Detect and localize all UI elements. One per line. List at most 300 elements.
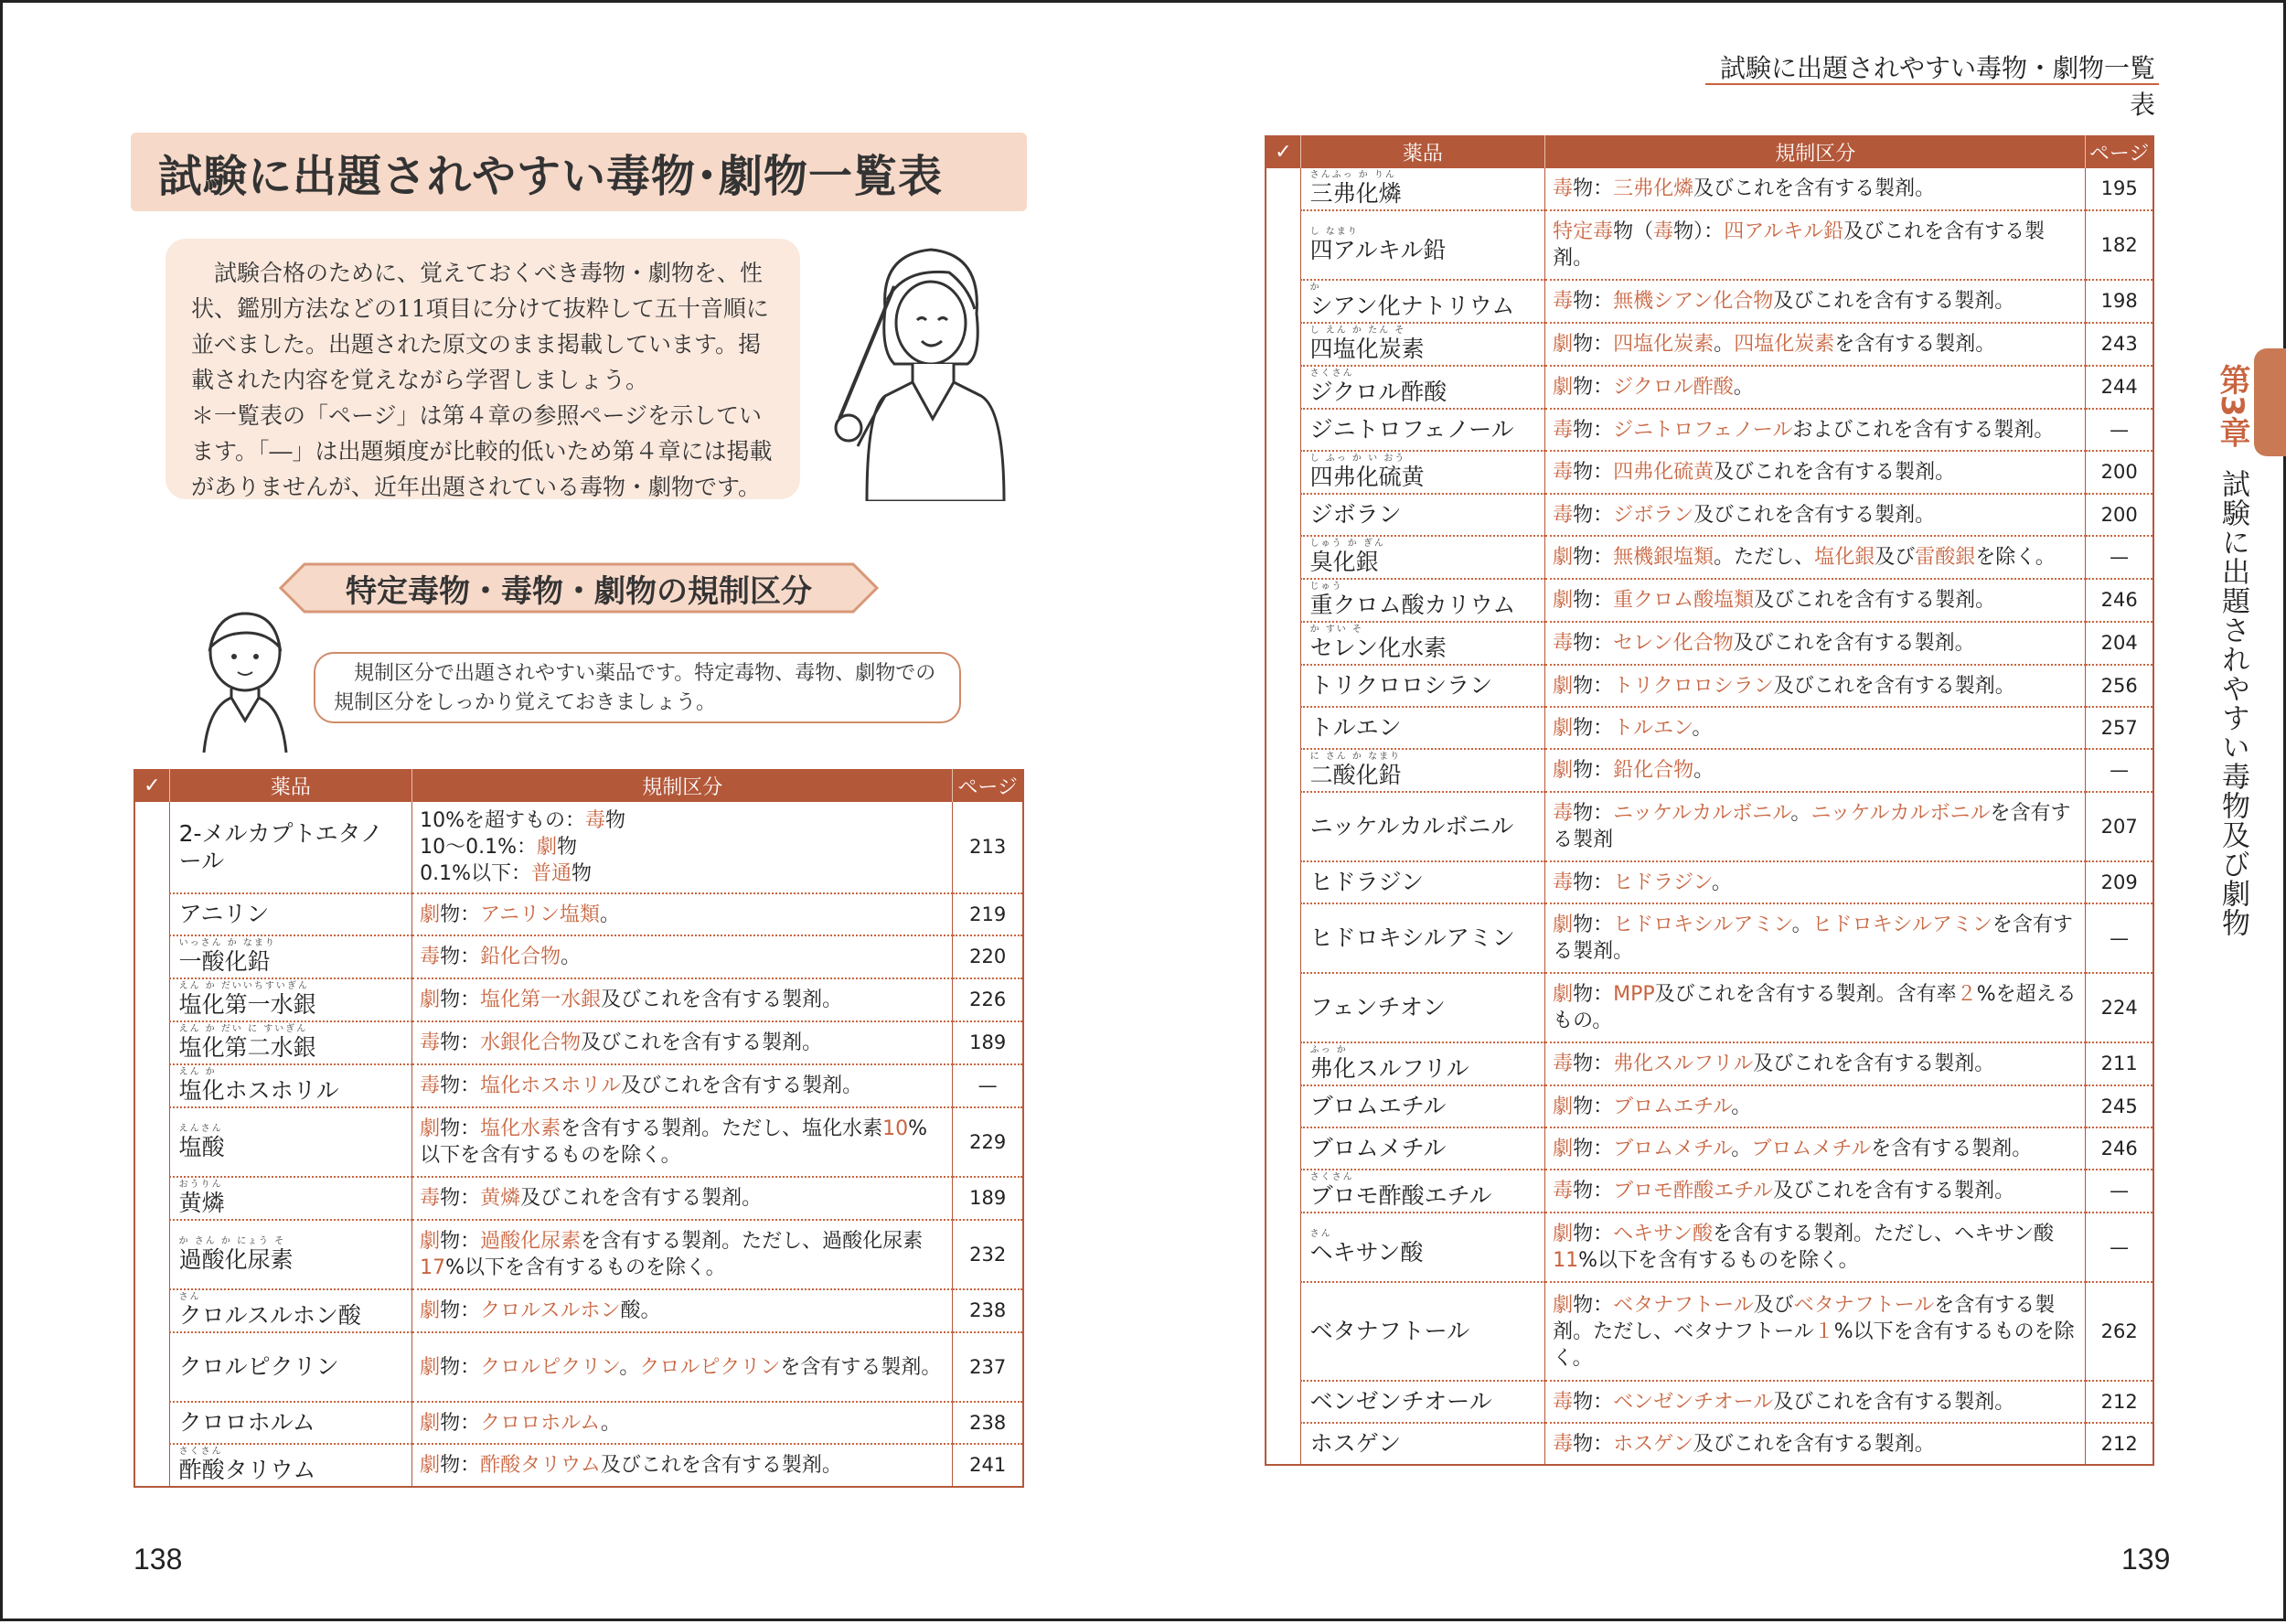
table-row (1266, 749, 2153, 792)
drug-name: セレン化水素 (1309, 635, 1447, 661)
highlight-text: 劇 (1553, 333, 1574, 356)
highlight-text: ニッケルカルボニル (1613, 802, 1791, 825)
ruby-reading: しゅう か ぎん (1309, 539, 1385, 549)
check-cell[interactable] (134, 1332, 169, 1402)
page-reference: 243 (2086, 323, 2153, 366)
regulation-text: 及びこれを含有する製剤。含有率 (1654, 983, 1957, 1006)
highlight-text: 劇 (1553, 914, 1574, 936)
table-row (134, 935, 1023, 978)
highlight-text: 劇 (420, 1454, 441, 1477)
regulation-text: 。 (1711, 871, 1732, 894)
highlight-text: 劇 (1553, 1137, 1574, 1160)
check-cell[interactable] (1266, 210, 1300, 280)
table-row (1266, 409, 2153, 451)
drug-name: 酢酸タリウム (178, 1457, 316, 1483)
regulation-text: 及びこれを含有する製剤。 (621, 1074, 863, 1097)
check-cell[interactable] (1266, 536, 1300, 579)
drug-name: 一酸化鉛 (178, 948, 271, 975)
drug-name: ヘキサン酸 (1309, 1238, 1424, 1266)
check-cell[interactable] (1266, 323, 1300, 366)
check-cell[interactable] (134, 1107, 169, 1177)
regulation-text: 物： (1573, 802, 1614, 825)
table-body-left (134, 802, 1023, 1487)
highlight-text: 無機銀塩類 (1613, 546, 1714, 569)
table-row (1266, 1042, 2153, 1085)
drug-name: 塩化第二水銀 (178, 1034, 316, 1061)
regulation-text: 物： (440, 1411, 481, 1435)
table-header-row (1266, 135, 2153, 168)
drug-name-cell (1300, 622, 1545, 665)
regulation-cell (412, 1220, 953, 1289)
table-row (134, 1021, 1023, 1064)
ruby-reading: に さん か なまり (1309, 752, 1402, 762)
regulation-text: 。 (1692, 716, 1713, 740)
highlight-text: アニリン塩類 (480, 903, 601, 926)
highlight-text: 毒 (1553, 290, 1574, 313)
drug-name: ベタナフトール (1309, 1318, 1470, 1344)
regulation-cell (1545, 1213, 2086, 1282)
page-reference: 204 (2086, 622, 2153, 665)
regulation-text: 物： (1573, 1293, 1614, 1317)
regulation-text: を含有する製剤。ただし、ベタナフトール (1553, 1293, 2056, 1343)
highlight-text: 特定毒 (1553, 220, 1614, 243)
drug-name-cell (169, 1021, 412, 1064)
regulation-text: 。 (561, 946, 582, 968)
regulation-text: 及びこれを含有する製剤。 (1773, 674, 2015, 698)
check-cell[interactable] (134, 1289, 169, 1332)
page-reference: 189 (953, 1021, 1023, 1064)
check-cell[interactable] (1266, 622, 1300, 665)
highlight-text: 劇 (1553, 589, 1574, 612)
highlight-text: 劇 (420, 903, 441, 926)
regulation-table-right (1265, 135, 2154, 1466)
regulation-cell (412, 802, 953, 893)
page-reference: 212 (2086, 1423, 2153, 1465)
highlight-text: ニッケルカルボニル (1811, 802, 1991, 825)
check-cell[interactable] (1266, 1282, 1300, 1381)
table-row (134, 1220, 1023, 1289)
intro-paragraph-2: ＊一覧表の「ページ」は第４章の参照ページを示しています。「―」は出題頻度が比較的低いため第４章には掲載がありませんが、近年出題されている毒物・劇物です。 (191, 402, 773, 500)
page-reference: 213 (953, 802, 1023, 893)
regulation-cell (412, 1332, 953, 1402)
regulation-text: 物： (1573, 418, 1614, 442)
highlight-text: 毒 (1553, 632, 1574, 655)
page-column-header: ページ (953, 769, 1023, 802)
regulation-cell (1545, 792, 2086, 861)
regulation-cell (412, 893, 953, 935)
regulation-text: 及びこれを含有する製剤。 (1714, 461, 1956, 484)
teacher-illustration (830, 236, 1027, 501)
check-cell[interactable] (1266, 1127, 1300, 1170)
section-title (277, 561, 881, 615)
table-row (1266, 579, 2153, 622)
highlight-text: 四塩化炭素 (1734, 333, 1835, 356)
regulation-text: を含有する製剤。 (1834, 333, 1996, 356)
regulation-text: 及びこれを含有する製剤。 (1733, 632, 1975, 655)
section-title-text: 特定毒物・毒物・劇物の規制区分 (346, 572, 812, 610)
regulation-text: 物： (440, 1117, 481, 1140)
drug-name-cell (169, 935, 412, 978)
regulation-text: 及びこれを含有する製剤。 (601, 988, 843, 1011)
check-cell[interactable] (1266, 973, 1300, 1042)
highlight-text: ヒドロキシルアミン (1613, 914, 1792, 936)
drug-name: クロロホルム (178, 1409, 315, 1436)
regulation-text: 及びこれを含有する製剤。 (1754, 589, 1996, 612)
regulation-cell (1545, 451, 2086, 494)
check-cell[interactable] (1266, 1213, 1300, 1282)
page-reference: 195 (2086, 168, 2153, 210)
check-cell[interactable] (134, 1021, 169, 1064)
table-row (134, 1402, 1023, 1444)
drug-name-cell (1300, 903, 1545, 973)
student-illustration (190, 606, 314, 753)
highlight-text: 11 (1553, 1249, 1579, 1272)
regulation-text: 及びこれを含有する製剤。 (1773, 290, 2015, 313)
check-cell[interactable] (1266, 1085, 1300, 1127)
page-reference: — (953, 1064, 1023, 1107)
highlight-text: 毒 (420, 1187, 441, 1210)
regulation-text: 物： (1573, 503, 1614, 527)
regulation-text: 10〜0.1%： (420, 836, 537, 859)
check-cell[interactable] (1266, 451, 1300, 494)
regulation-text: 物： (440, 1355, 481, 1379)
check-column-header: ✓ (1266, 135, 1300, 168)
check-cell[interactable] (1266, 494, 1300, 536)
drug-name-cell (1300, 1213, 1545, 1282)
regulation-text: を含有する製剤。 (1871, 1137, 2033, 1160)
regulation-text: 。 (1731, 1137, 1752, 1160)
regulation-text: 物： (1573, 1432, 1614, 1456)
regulation-text: 物： (1573, 632, 1614, 655)
check-cell[interactable] (134, 1064, 169, 1107)
regulation-text: 物： (1573, 333, 1614, 356)
highlight-text: 三弗化燐 (1613, 177, 1694, 200)
name-column-header: 薬品 (169, 769, 412, 802)
check-cell[interactable] (1266, 665, 1300, 707)
ruby-reading: えん か だいいちすいぎん (178, 981, 309, 991)
table-row (134, 1444, 1023, 1487)
highlight-text: 劇 (420, 1411, 441, 1435)
page-reference: 262 (2086, 1282, 2153, 1381)
regulation-cell (1545, 280, 2086, 323)
drug-name: トルエン (1309, 714, 1402, 741)
drug-name: ヒドラジン (1309, 869, 1424, 895)
drug-name: 黄燐 (178, 1190, 225, 1216)
regulation-text: 物 (557, 836, 578, 859)
table-row (1266, 1127, 2153, 1170)
drug-name: 塩化ホスホリル (178, 1077, 339, 1104)
regulation-text: 及びこれを含有する製剤。 (1693, 503, 1936, 527)
highlight-text: 毒 (1553, 1052, 1574, 1075)
highlight-text: 鉛化合物 (480, 946, 561, 968)
drug-name-cell (169, 1444, 412, 1487)
highlight-text: 毒 (420, 946, 441, 968)
table-row (1266, 168, 2153, 210)
drug-name: ベンゼンチオール (1309, 1388, 1492, 1415)
highlight-text: 普通 (531, 862, 572, 885)
table-row (1266, 323, 2153, 366)
page-reference: 237 (953, 1332, 1023, 1402)
highlight-text: ２ (1956, 983, 1977, 1006)
check-cell[interactable] (1266, 861, 1300, 903)
drug-name-cell (1300, 707, 1545, 749)
regulation-cell (1545, 168, 2086, 210)
regulation-cell (412, 1107, 953, 1177)
check-cell[interactable] (1266, 1423, 1300, 1465)
highlight-text: 雷酸銀 (1915, 546, 1976, 569)
highlight-text: ホスゲン (1613, 1432, 1693, 1456)
check-cell[interactable] (134, 978, 169, 1021)
regulation-text: 。 (1693, 759, 1714, 782)
regulation-text: 物： (440, 1031, 481, 1054)
check-cell[interactable] (1266, 707, 1300, 749)
regulation-text: 物： (1573, 589, 1614, 612)
highlight-text: 劇 (1553, 983, 1574, 1006)
page-reference: 219 (953, 893, 1023, 935)
regulation-text: 及びこれを含有する製剤。 (520, 1187, 763, 1210)
drug-name: ブロムメチル (1309, 1135, 1447, 1161)
highlight-text: クロロホルム (480, 1411, 601, 1435)
highlight-text: 毒 (1553, 503, 1574, 527)
intro-paragraph-1: 試験合格のために、覚えておくべき毒物・劇物を、性状、鑑別方法などの11項目に分けて抜粋して五十音順に並べました。出題された原文のまま掲載しています。掲載された内容を覚えながら学習しましょう。 (191, 260, 769, 393)
highlight-text: ベタナフトール (1793, 1293, 1935, 1317)
highlight-text: 毒 (585, 809, 606, 832)
table-row (1266, 366, 2153, 409)
ruby-reading: えん か だい に すいぎん (178, 1024, 308, 1034)
highlight-text: 劇 (420, 1355, 441, 1379)
table-row (134, 1289, 1023, 1332)
table-row (1266, 536, 2153, 579)
drug-name-cell (1300, 1127, 1545, 1170)
highlight-text: 10 (882, 1117, 909, 1140)
table-row (1266, 1170, 2153, 1213)
highlight-text: 水銀化合物 (480, 1031, 582, 1054)
drug-name-cell (1300, 665, 1545, 707)
regulation-text: 物： (1573, 1137, 1614, 1160)
highlight-text: 劇 (537, 836, 558, 859)
regulation-text: 10%を超すもの： (420, 809, 586, 832)
regulation-text: 物： (1573, 759, 1614, 782)
check-cell[interactable] (134, 1444, 169, 1487)
drug-name-cell (169, 978, 412, 1021)
table-row (1266, 1423, 2153, 1465)
regulation-cell (1545, 366, 2086, 409)
drug-name-cell (1300, 366, 1545, 409)
highlight-text: 毒 (1553, 1390, 1574, 1414)
drug-name: ブロモ酢酸エチル (1309, 1182, 1492, 1209)
regulation-cell (1545, 973, 2086, 1042)
check-cell[interactable] (134, 935, 169, 978)
regulation-cell (412, 1064, 953, 1107)
check-cell[interactable] (1266, 579, 1300, 622)
check-cell[interactable] (1266, 1042, 1300, 1085)
highlight-text: ジニトロフェノール (1613, 418, 1793, 442)
page-reference: 198 (2086, 280, 2153, 323)
drug-name-cell (1300, 973, 1545, 1042)
drug-name: ニッケルカルボニル (1309, 813, 1514, 839)
highlight-text: 四塩化炭素 (1613, 333, 1714, 356)
highlight-text: トルエン (1613, 716, 1693, 740)
drug-name: 四弗化硫黄 (1309, 464, 1425, 490)
ruby-reading: おうりん (178, 1180, 223, 1190)
regulation-cell (1545, 579, 2086, 622)
regulation-text: を除く。 (1975, 546, 2056, 569)
regulation-cell (1545, 1381, 2086, 1423)
regulation-text: 物： (1573, 871, 1614, 894)
page-reference: — (2086, 1213, 2153, 1282)
regulation-table-left (134, 769, 1024, 1488)
check-cell[interactable] (134, 1220, 169, 1289)
highlight-text: 劇 (420, 1117, 441, 1140)
ruby-reading: えんさん (178, 1123, 223, 1134)
regulation-text: 物： (440, 1187, 481, 1210)
speech-bubble (314, 652, 961, 723)
drug-name: ジニトロフェノール (1309, 416, 1514, 443)
check-cell[interactable] (134, 802, 169, 893)
regulation-text: 物： (440, 988, 481, 1011)
regulation-text: 物： (1573, 1390, 1614, 1414)
drug-name-cell (1300, 323, 1545, 366)
regulation-cell (1545, 536, 2086, 579)
ruby-reading: さんふっ か りん (1309, 170, 1396, 180)
regulation-cell (1545, 210, 2086, 280)
drug-name-cell (1300, 579, 1545, 622)
regulation-text: 及びこれを含有する製剤。 (1773, 1390, 2015, 1414)
regulation-text: 物： (1573, 914, 1614, 936)
highlight-text: 毒 (420, 1031, 441, 1054)
regulation-text: 物： (1573, 674, 1614, 698)
check-cell[interactable] (1266, 168, 1300, 210)
running-header: 試験に出題されやすい毒物・劇物一覧表 (1705, 48, 2159, 85)
highlight-text: 塩化水素 (480, 1117, 561, 1140)
check-cell[interactable] (1266, 366, 1300, 409)
check-cell[interactable] (1266, 280, 1300, 323)
regulation-text: を含有する製剤。 (1553, 914, 2073, 963)
chapter-tab (2254, 348, 2286, 456)
page-reference: 245 (2086, 1085, 2153, 1127)
drug-name-cell (169, 1107, 412, 1177)
page-title: 試験に出題されやすい毒物･劇物一覧表 (131, 133, 1027, 211)
check-cell[interactable] (1266, 749, 1300, 792)
check-cell[interactable] (1266, 903, 1300, 973)
regulation-cell (1545, 409, 2086, 451)
drug-name-cell (1300, 280, 1545, 323)
table-row (1266, 494, 2153, 536)
page-reference: 207 (2086, 792, 2153, 861)
page-reference: 256 (2086, 665, 2153, 707)
drug-name: 四アルキル鉛 (1309, 236, 1447, 263)
ruby-reading: か すい そ (1309, 625, 1363, 635)
check-cell[interactable] (134, 1402, 169, 1444)
regulation-text: 。 (1731, 1095, 1752, 1118)
regulation-text: 物： (440, 1230, 481, 1253)
highlight-text: 塩化第一水銀 (480, 988, 602, 1011)
regulation-text: 物： (1573, 716, 1614, 740)
highlight-text: クロルピクリン (480, 1355, 620, 1379)
table-row (134, 1107, 1023, 1177)
regulation-text: 物： (1573, 1052, 1614, 1075)
highlight-text: 鉛化合物 (1613, 759, 1694, 782)
highlight-text: MPP (1613, 983, 1655, 1006)
regulation-cell (1545, 494, 2086, 536)
highlight-text: 劇 (420, 988, 441, 1011)
highlight-text: 弗化スルフリル (1613, 1052, 1754, 1075)
check-cell[interactable] (134, 1177, 169, 1220)
page-number-right: 139 (2121, 1543, 2171, 1576)
category-column-header: 規制区分 (1545, 135, 2086, 168)
regulation-cell (412, 1021, 953, 1064)
drug-name-cell (1300, 168, 1545, 210)
highlight-text: 劇 (420, 1299, 441, 1322)
regulation-text: 物： (440, 903, 481, 926)
highlight-text: ブロムメチル (1613, 1137, 1732, 1160)
highlight-text: セレン化合物 (1613, 632, 1734, 655)
drug-name-cell (1300, 494, 1545, 536)
regulation-cell (1545, 1282, 2086, 1381)
regulation-text: 。 (1714, 333, 1735, 356)
table-row (1266, 792, 2153, 861)
highlight-text: ベタナフトール (1613, 1293, 1754, 1317)
drug-name-cell (1300, 749, 1545, 792)
drug-name-cell (1300, 1042, 1545, 1085)
regulation-text: 物 (605, 809, 626, 832)
page-reference: 209 (2086, 861, 2153, 903)
check-cell[interactable] (1266, 409, 1300, 451)
regulation-cell (1545, 749, 2086, 792)
drug-name-cell (169, 1289, 412, 1332)
regulation-cell (1545, 707, 2086, 749)
page-reference: 224 (2086, 973, 2153, 1042)
drug-name: 過酸化尿素 (178, 1245, 294, 1273)
regulation-text: を含有する製剤。 (780, 1355, 942, 1379)
drug-name-cell (169, 802, 412, 893)
regulation-cell (1545, 1127, 2086, 1170)
regulation-text: 物： (1573, 546, 1614, 569)
page-reference: — (2086, 749, 2153, 792)
regulation-cell (412, 1402, 953, 1444)
ruby-reading: いっさん か なまり (178, 938, 276, 948)
check-cell[interactable] (134, 893, 169, 935)
regulation-text: 物： (1573, 461, 1614, 484)
check-cell[interactable] (1266, 792, 1300, 861)
check-cell[interactable] (1266, 1170, 1300, 1213)
check-cell[interactable] (1266, 1381, 1300, 1423)
drug-name: フェンチオン (1309, 994, 1446, 1020)
highlight-text: 毒 (1553, 1180, 1574, 1202)
page-reference: 238 (953, 1289, 1023, 1332)
regulation-text: 物： (1573, 177, 1614, 200)
page-column-header: ページ (2086, 135, 2153, 168)
regulation-cell (1545, 1170, 2086, 1213)
drug-name: 二酸化鉛 (1309, 762, 1402, 788)
table-row (134, 802, 1023, 893)
regulation-cell (1545, 665, 2086, 707)
ruby-reading: し えん か たん そ (1309, 326, 1406, 336)
regulation-text: 及びこれを含有する製剤。 (1693, 1432, 1935, 1456)
regulation-text: およびこれを含有する製剤。 (1792, 418, 2055, 442)
regulation-text: を含有する製剤。ただし、過酸化尿素 (581, 1230, 924, 1253)
ruby-reading: ふっ か (1309, 1045, 1348, 1055)
ruby-reading: し ふっ か い おう (1309, 454, 1406, 464)
drug-name-cell (1300, 210, 1545, 280)
highlight-text: 毒 (1553, 1432, 1574, 1456)
page-reference: 182 (2086, 210, 2153, 280)
highlight-text: ヒドラジン (1613, 871, 1712, 894)
page-reference: 232 (953, 1220, 1023, 1289)
regulation-text: 物： (1573, 1180, 1614, 1202)
highlight-text: 塩化銀 (1814, 546, 1875, 569)
regulation-cell (1545, 861, 2086, 903)
